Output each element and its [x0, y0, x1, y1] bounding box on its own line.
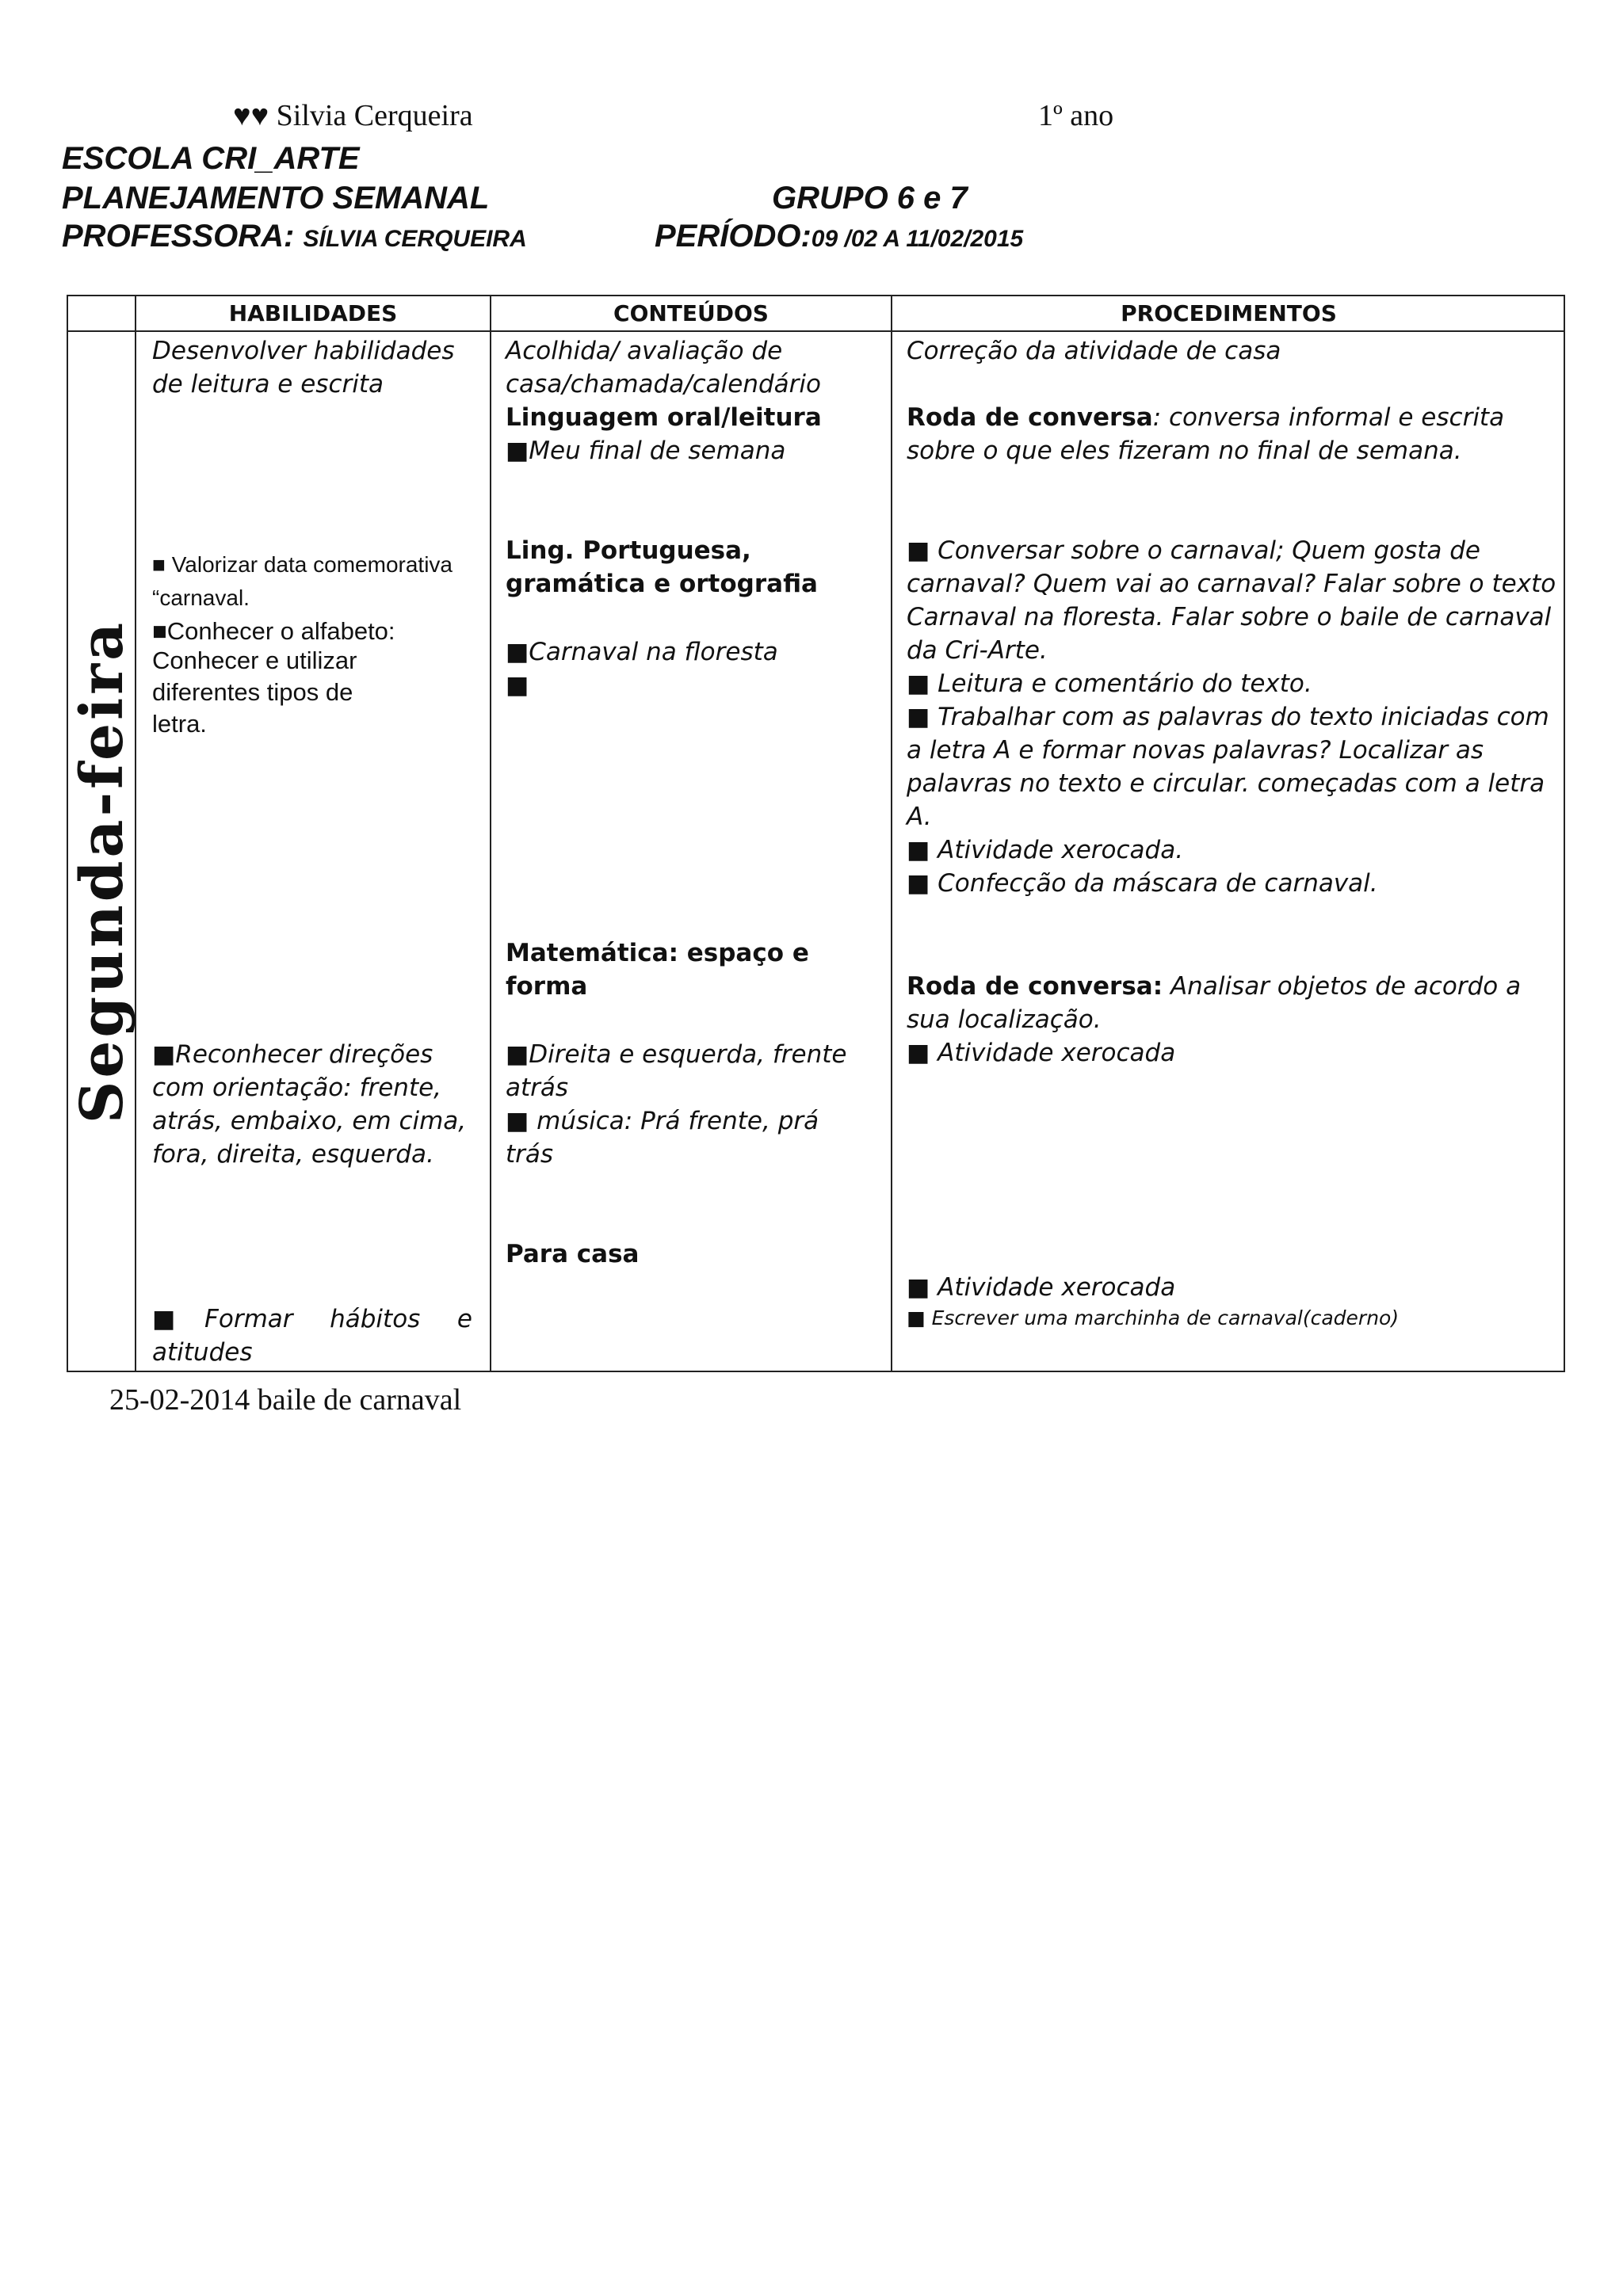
day-label-cell	[68, 331, 136, 1371]
procedimento-palavras-letra-a: ■ Trabalhar com as palavras do texto iniciadas com a letra A e formar novas palavras? Localizar as palavras no texto e circular. começadas com a letra A.	[907, 703, 1549, 831]
group-label: GRUPO 6 e 7	[772, 181, 968, 215]
procedimento-atividade-xerocada-2: ■ Atividade xerocada	[907, 1039, 1176, 1067]
conteudo-carnaval-floresta: ■Carnaval na floresta	[506, 638, 778, 666]
roda-conversa-text: : conversa informal e escrita sobre o que eles fizeram no final de semana.	[907, 403, 1505, 465]
conteudo-bullet: ■	[506, 671, 529, 700]
procedimento-conversar-carnaval: ■ Conversar sobre o carnaval; Quem gosta de carnaval? Quem vai ao carnaval? Falar sobre o texto Carnaval na floresta. Falar sobre o baile de carnaval da Cri-Arte.	[907, 536, 1556, 665]
column-divider	[891, 296, 892, 1371]
procedimento-leitura: ■ Leitura e comentário do texto.	[907, 669, 1312, 698]
procedimento-mascara: ■ Confecção da máscara de carnaval.	[907, 869, 1378, 898]
day-label: Segunda-feira	[68, 620, 136, 1124]
period-label: PERÍODO:	[655, 219, 812, 254]
procedimento-marchinha: ■ Escrever uma marchinha de carnaval(caderno)	[907, 1306, 1400, 1329]
teacher-name: SÍLVIA CERQUEIRA	[303, 226, 527, 252]
conteudo-matematica: Matemática: espaço e forma	[506, 939, 809, 1001]
conteudo-linguagem-oral: Linguagem oral/leitura	[506, 403, 822, 432]
roda-conversa-label: Roda de conversa	[907, 403, 1153, 432]
procedimento-roda-conversa-2	[907, 970, 1556, 1036]
plan-title: PLANEJAMENTO SEMANAL	[62, 181, 490, 215]
procedimento-roda-conversa	[907, 401, 1556, 467]
school-name: ESCOLA CRI_ARTE	[62, 141, 360, 176]
column-divider	[490, 296, 491, 1371]
author-line: ♥♥ Silvia Cerqueira	[233, 99, 473, 132]
roda-conversa-label-2: Roda de conversa:	[907, 972, 1163, 1001]
roda-conversa-text-2: Analisar objetos de acordo a sua localização.	[907, 972, 1522, 1034]
conteudo-acolhida: Acolhida/ avaliação de casa/chamada/calendário	[506, 337, 822, 399]
habilidade-atitudes: atitudes	[152, 1338, 253, 1367]
weekly-plan-table	[67, 295, 1565, 1372]
column-header-procedimentos: PROCEDIMENTOS	[1121, 300, 1337, 326]
procedimento-atividade-xerocada: ■ Atividade xerocada.	[907, 836, 1184, 864]
conteudo-direita-esquerda: ■Direita e esquerda, frente atrás	[506, 1040, 847, 1102]
grade-label: 1º ano	[1038, 99, 1114, 132]
procedimento-correcao: Correção da atividade de casa	[907, 337, 1281, 365]
conteudo-lingua-portuguesa: Ling. Portuguesa, gramática e ortografia	[506, 536, 818, 598]
teacher-label: PROFESSORA:	[62, 219, 295, 254]
period-line	[655, 219, 1023, 254]
conteudo-para-casa: Para casa	[506, 1240, 640, 1268]
footer-note: 25-02-2014 baile de carnaval	[109, 1383, 462, 1417]
habilidade-alfabeto: ■Conhecer o alfabeto:	[152, 617, 395, 645]
procedimento-atividade-xerocada-3: ■ Atividade xerocada	[907, 1273, 1176, 1302]
column-header-conteudos: CONTEÚDOS	[613, 300, 769, 326]
period-value: 09 /02 A 11/02/2015	[811, 226, 1024, 252]
column-header-habilidades: HABILIDADES	[228, 300, 398, 326]
conteudo-final-semana: ■Meu final de semana	[506, 437, 786, 465]
habilidade-leitura-escrita: Desenvolver habilidades de leitura e escrita	[152, 337, 455, 399]
conteudo-musica: ■ música: Prá frente, prá trás	[506, 1107, 819, 1169]
teacher-line	[62, 219, 527, 254]
habilidade-direcoes: ■Reconhecer direções com orientação: frente, atrás, embaixo, em cima, fora, direita, esquerda.	[152, 1040, 467, 1169]
habilidade-habitos: ■Formar hábitos e	[152, 1305, 472, 1333]
habilidade-tipos-letra: Conhecer e utilizar diferentes tipos de letra.	[152, 646, 357, 738]
habilidade-carnaval: ■ Valorizar data comemorativa “carnaval.	[152, 552, 453, 610]
